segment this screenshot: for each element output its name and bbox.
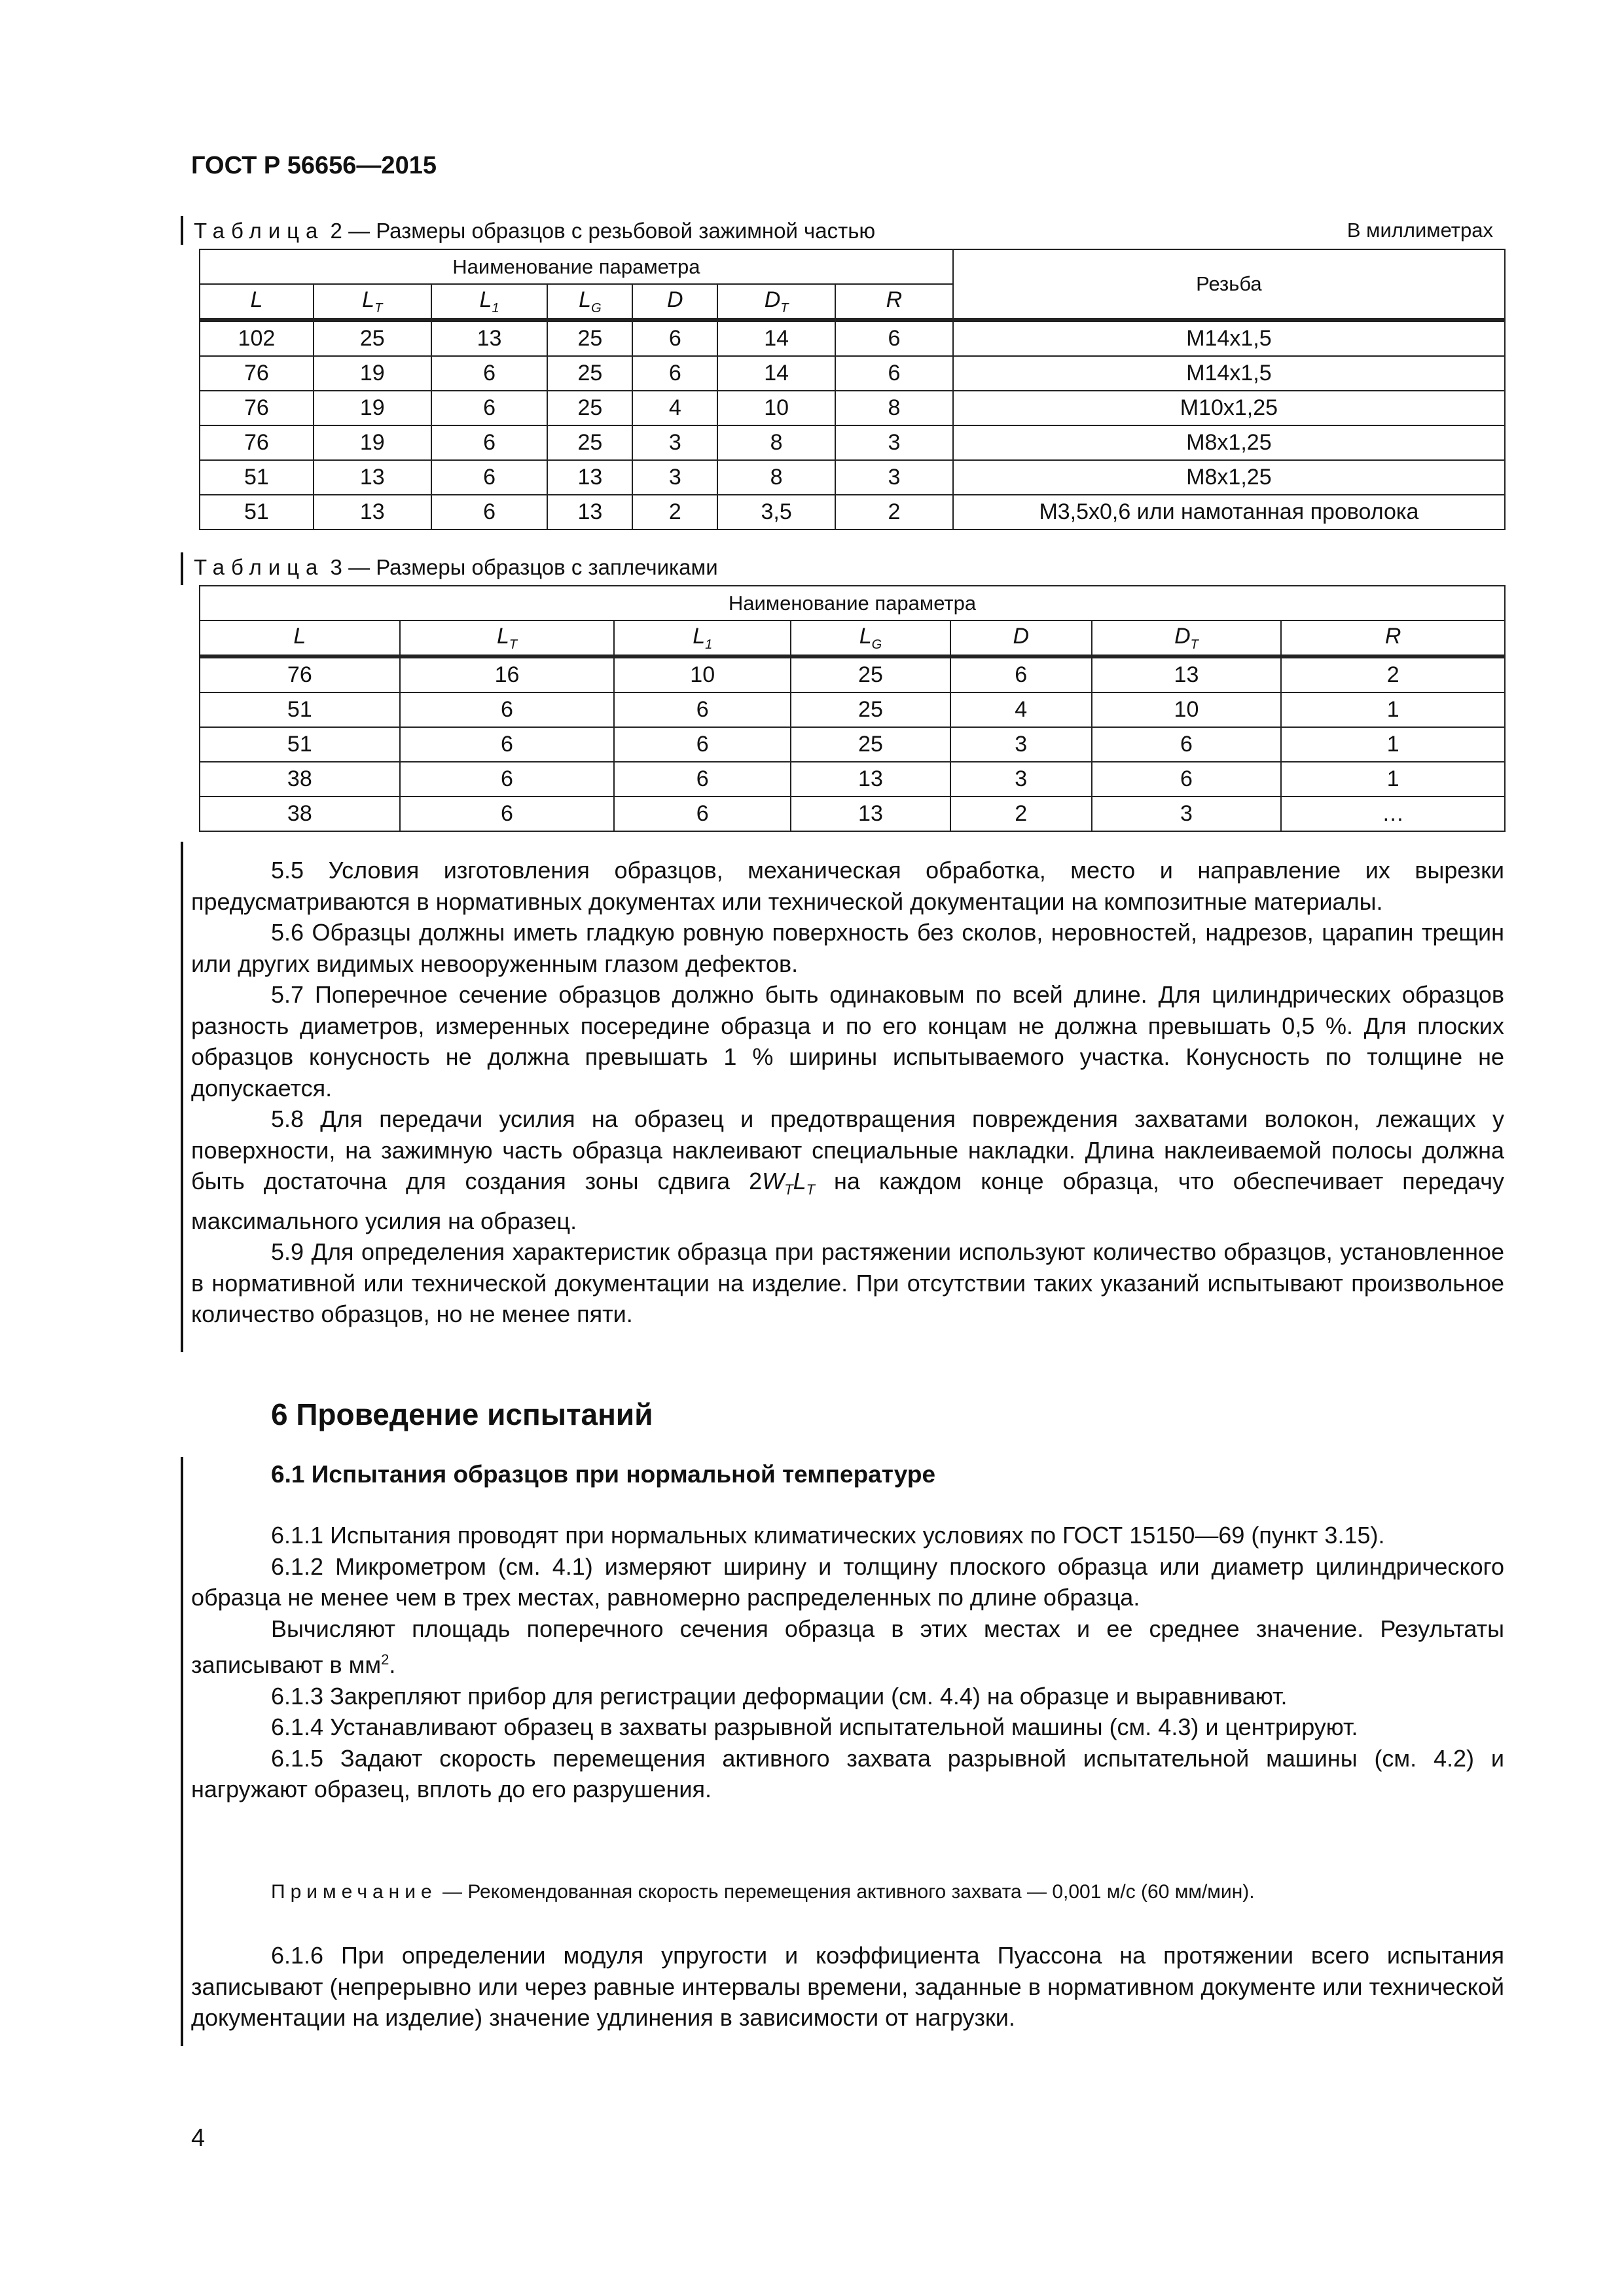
table-cell: 6 [835, 320, 953, 356]
table-cell: 13 [547, 460, 632, 495]
table-cell: 2 [835, 495, 953, 529]
table-cell: 76 [200, 656, 400, 692]
table-row [200, 656, 1505, 692]
table-cell: 19 [314, 391, 431, 425]
table-cell: 76 [200, 391, 314, 425]
table-cell: 6 [431, 425, 548, 460]
table-cell: 25 [791, 656, 950, 692]
table-row [200, 692, 1505, 727]
table-cell: 13 [431, 320, 548, 356]
table-cell: 13 [1092, 656, 1282, 692]
section-6-heading: 6 Проведение испытаний [271, 1397, 653, 1431]
table-cell: M14x1,5 [953, 356, 1505, 391]
table-cell: 6 [835, 356, 953, 391]
table-cell: 3 [1092, 797, 1282, 831]
table3-col-header: $L_T$ [400, 620, 615, 656]
table-cell: 38 [200, 797, 400, 831]
table-cell: 16 [400, 656, 615, 692]
table2-group-header: Наименование параметра [200, 249, 953, 284]
table-cell: 6 [632, 320, 717, 356]
table3-col-header: L [200, 620, 400, 656]
table-cell: 38 [200, 762, 400, 797]
table3 [199, 585, 1506, 832]
table-cell: 14 [717, 320, 835, 356]
table-row [200, 495, 1505, 529]
table-cell: 25 [547, 391, 632, 425]
table2-col-header: D [632, 284, 717, 320]
section6-text [191, 1520, 1504, 1805]
subsection-6-1-heading: 6.1 Испытания образцов при нормальной температуре [271, 1461, 936, 1488]
table-cell: 13 [547, 495, 632, 529]
table-cell: 6 [614, 692, 791, 727]
table-cell: 3 [835, 425, 953, 460]
table3-caption [194, 555, 718, 580]
table-cell: 6 [431, 356, 548, 391]
table-cell: 3 [632, 425, 717, 460]
table-cell: 6 [431, 495, 548, 529]
paragraph-5-9: 5.9 Для определения характеристик образца при растяжении используют количество образцов, установленное в нормативной или технической документации на изделие. При отсутствии таких указаний испытывают произвольное количество образцов, но не менее пяти. [191, 1238, 1504, 1328]
table2-caption-text: 2 — Размеры образцов с резьбовой зажимной частью [324, 219, 876, 243]
table3-col-header: $L_1$ [614, 620, 791, 656]
table3-col-header: $L_G$ [791, 620, 950, 656]
table-cell: 3 [632, 460, 717, 495]
table3-col-header: $D_T$ [1092, 620, 1282, 656]
table-cell: 19 [314, 356, 431, 391]
table-cell: 4 [632, 391, 717, 425]
paragraph-5-6: 5.6 Образцы должны иметь гладкую ровную поверхность без сколов, неровностей, надрезов, царапин трещин или других видимых невооруженным глазом дефектов. [191, 919, 1504, 977]
paragraph-6-1-1: 6.1.1 Испытания проводят при нормальных климатических условиях по ГОСТ 15150—69 (пункт 3.15). [271, 1522, 1385, 1549]
table2-col-header: $D_T$ [717, 284, 835, 320]
table3-caption-word: Таблица [194, 555, 325, 579]
table-cell: 6 [431, 460, 548, 495]
table-cell: M14x1,5 [953, 320, 1505, 356]
change-bar [181, 842, 183, 1352]
table-cell: 14 [717, 356, 835, 391]
table-cell: 8 [717, 460, 835, 495]
table3-col-header: R [1281, 620, 1505, 656]
table-cell: 10 [614, 656, 791, 692]
table-cell: 51 [200, 495, 314, 529]
table-row [200, 762, 1505, 797]
table-cell: 25 [791, 692, 950, 727]
table-row [200, 425, 1505, 460]
table-cell: M3,5x0,6 или намотанная проволока [953, 495, 1505, 529]
table-cell: 2 [1281, 656, 1505, 692]
table-cell: 3 [950, 727, 1092, 762]
paragraph-6-1-2: 6.1.2 Микрометром (см. 4.1) измеряют ширину и толщину плоского образца или диаметр цилиндрического образца не менее чем в трех местах, равномерно распределенных по длине образца. [191, 1552, 1504, 1611]
table2-thread-header: Резьба [953, 249, 1505, 320]
table-cell: 76 [200, 425, 314, 460]
section6-text-end [191, 1940, 1504, 2034]
table-cell: 13 [314, 495, 431, 529]
table-cell: 13 [314, 460, 431, 495]
table2-body [200, 320, 1505, 529]
table-row [200, 391, 1505, 425]
table-cell: 76 [200, 356, 314, 391]
change-bar [181, 1457, 183, 2046]
table-cell: 10 [1092, 692, 1282, 727]
table-cell: M8x1,25 [953, 425, 1505, 460]
table-cell: 51 [200, 727, 400, 762]
table-cell: 13 [791, 762, 950, 797]
table-cell: 6 [431, 391, 548, 425]
table-row [200, 320, 1505, 356]
paragraph-5-5: 5.5 Условия изготовления образцов, механическая обработка, место и направление их вырезки предусматриваются в нормативных документах или технической документации на композитные материалы. [191, 857, 1504, 915]
table-row [200, 727, 1505, 762]
table3-caption-text: 3 — Размеры образцов с заплечиками [324, 555, 718, 579]
note-word: Примечание [271, 1881, 437, 1903]
paragraph-6-1-2-cont: Вычисляют площадь поперечного сечения образца в этих местах и ее среднее значение. Результаты записывают в $мм^2$. [191, 1615, 1504, 1678]
page-number: 4 [191, 2125, 206, 2152]
table-cell: 3 [950, 762, 1092, 797]
table-cell: 6 [1092, 762, 1282, 797]
note-text: — Рекомендованная скорость перемещения активного захвата — 0,001 м/с (60 мм/мин). [437, 1881, 1255, 1903]
table2-col-header: $L_1$ [431, 284, 548, 320]
table2-col-header: $L_G$ [547, 284, 632, 320]
table-cell: 25 [314, 320, 431, 356]
table-cell: 6 [950, 656, 1092, 692]
section5-text [191, 855, 1504, 1330]
table-cell: … [1281, 797, 1505, 831]
table3-body [200, 656, 1505, 831]
table2-col-header: $L_T$ [314, 284, 431, 320]
table-cell: M8x1,25 [953, 460, 1505, 495]
paragraph-6-1-5: 6.1.5 Задают скорость перемещения активного захвата разрывной испытательной машины (см. 4.2) и нагружают образец, вплоть до его разрушения. [191, 1744, 1504, 1803]
table-cell: 8 [717, 425, 835, 460]
table3-col-header: D [950, 620, 1092, 656]
table-cell: 25 [547, 320, 632, 356]
table2-col-header: R [835, 284, 953, 320]
table-cell: 3,5 [717, 495, 835, 529]
change-bar [181, 216, 183, 245]
paragraph-6-1-4: 6.1.4 Устанавливают образец в захваты разрывной испытательной машины (см. 4.3) и центрируют. [271, 1713, 1358, 1740]
table-cell: 2 [950, 797, 1092, 831]
table-cell: 6 [400, 692, 615, 727]
note [271, 1881, 1255, 1903]
table-cell: 25 [547, 425, 632, 460]
table2-caption-word: Таблица [194, 219, 325, 243]
table-cell: 4 [950, 692, 1092, 727]
table-cell: 1 [1281, 762, 1505, 797]
table-cell: 102 [200, 320, 314, 356]
document-code: ГОСТ Р 56656—2015 [191, 152, 437, 179]
table2-units: В миллиметрах [1346, 219, 1493, 242]
table-row [200, 460, 1505, 495]
table2-col-header: L [200, 284, 314, 320]
paragraph-6-1-3: 6.1.3 Закрепляют прибор для регистрации деформации (см. 4.4) на образце и выравнивают. [271, 1682, 1288, 1710]
table-cell: 51 [200, 460, 314, 495]
table-row [200, 356, 1505, 391]
change-bar [181, 552, 183, 585]
table-cell: 13 [791, 797, 950, 831]
paragraph-5-8: 5.8 Для передачи усилия на образец и предотвращения повреждения захватами волокон, лежащих у поверхности, на зажимную часть образца наклеивают специальные накладки. Длина наклеиваемой полосы должна быть достаточна для создания зоны сдвига $2W_TL_T$ на каждом конце образца, что обеспечивает передачу максимального усилия на образец. [191, 1105, 1504, 1234]
table-cell: 25 [791, 727, 950, 762]
table3-group-header: Наименование параметра [200, 586, 1505, 620]
table-cell: 6 [400, 797, 615, 831]
table-cell: 51 [200, 692, 400, 727]
table-cell: 6 [1092, 727, 1282, 762]
table-cell: 8 [835, 391, 953, 425]
paragraph-5-7: 5.7 Поперечное сечение образцов должно быть одинаковым по всей длине. Для цилиндрических образцов разность диаметров, измеренных посередине образца и по его концам не должна превышать 0,5 %. Для плоских образцов конусность не должна превышать 1 % ширины испытываемого участка. Конусность по толщине не допускается. [191, 981, 1504, 1102]
table-cell: 6 [614, 762, 791, 797]
table-cell: 6 [632, 356, 717, 391]
table-cell: 25 [547, 356, 632, 391]
table-cell: M10x1,25 [953, 391, 1505, 425]
table-cell: 6 [400, 727, 615, 762]
paragraph-6-1-6: 6.1.6 При определении модуля упругости и коэффициента Пуассона на протяжении всего испытания записывают (непрерывно или через равные интервалы времени, заданные в нормативном документе или технической документации на изделие) значение удлинения в зависимости от нагрузки. [191, 1942, 1504, 2031]
table-cell: 3 [835, 460, 953, 495]
table-cell: 19 [314, 425, 431, 460]
table-cell: 1 [1281, 692, 1505, 727]
table-cell: 10 [717, 391, 835, 425]
table-row [200, 797, 1505, 831]
table-cell: 6 [400, 762, 615, 797]
table-cell: 6 [614, 797, 791, 831]
table-cell: 6 [614, 727, 791, 762]
table2-caption [194, 219, 875, 243]
table-cell: 1 [1281, 727, 1505, 762]
table2 [199, 249, 1506, 530]
table-cell: 2 [632, 495, 717, 529]
